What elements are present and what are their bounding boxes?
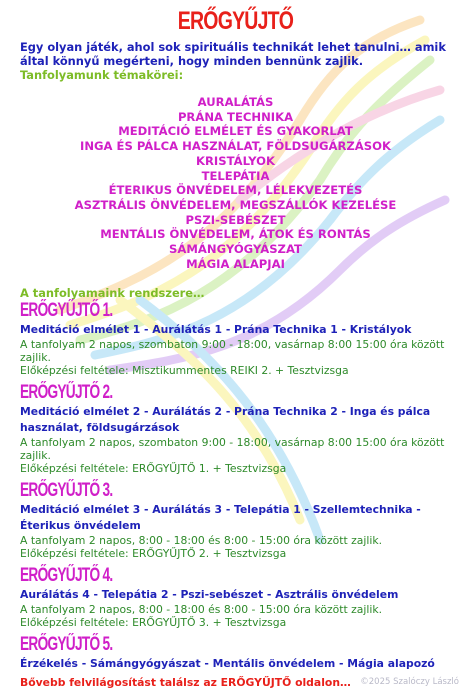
level-title: ERŐGYŰJTŐ 5. — [20, 634, 113, 656]
topic-item: PSZI-SEBÉSZET — [185, 212, 286, 227]
topic-item: ASZTRÁLIS ÖNVÉDELEM, MEGSZÁLLÓK KEZELÉSE — [74, 197, 397, 212]
level-courses: Meditáció elmélet 3 - Aurálátás 3 - Telepátia 1 - Szellemtechnika - Éterikus önvédelem — [20, 503, 421, 533]
level-schedule: A tanfolyam 2 napos, 8:00 - 18:00 és 8:00 - 15:00 óra között zajlik. — [20, 603, 383, 617]
topic-item: INGA ÉS PÁLCA HASZNÁLAT, FÖLDSUGÁRZÁSOK — [80, 139, 391, 154]
level-courses: Meditáció elmélet 1 - Aurálátás 1 - Prána Technika 1 - Kristályok — [20, 323, 412, 337]
intro-text: Egy olyan játék, ahol sok spirituális technikát lehet tanulni… amik által könnyű megérteni, hogy minden bennünk zajlik. — [20, 40, 446, 68]
level-schedule: A tanfolyam 2 napos, szombaton 9:00 - 18:00, vasárnap 8:00 15:00 óra között zajlik. — [20, 436, 445, 463]
level-schedule: A tanfolyam 2 napos, szombaton 9:00 - 18:00, vasárnap 8:00 15:00 óra között zajlik. — [20, 338, 445, 365]
system-heading: A tanfolyamaink rendszere… — [20, 286, 205, 301]
level-prerequisite: Előképzési feltétele: ERŐGYŰJTŐ 3. + Tesztvizsga — [20, 616, 287, 630]
topic-item: ÉTERIKUS ÖNVÉDELEM, LÉLEKVEZETÉS — [108, 183, 363, 198]
topics-heading: Tanfolyamunk témakörei: — [20, 68, 184, 82]
level-courses: Meditáció elmélet 2 - Aurálátás 2 - Prána Technika 2 - Inga és pálca használat, földsugárzások — [20, 405, 431, 435]
topic-item: AURALÁTÁS — [197, 95, 274, 109]
topic-item: MÁGIA ALAPJAI — [186, 256, 285, 271]
topic-item: MEDITÁCIÓ ELMÉLET ÉS GYAKORLAT — [118, 124, 353, 139]
level-courses: Aurálátás 4 - Telepátia 2 - Pszi-sebészet - Asztrális önvédelem — [20, 588, 399, 602]
page-title: ERŐGYŰJTŐ — [177, 7, 294, 35]
level-title: ERŐGYŰJTŐ 2. — [20, 382, 113, 404]
level-prerequisite: Előképzési feltétele: Misztikummentes REIKI 2. + Tesztvizsga — [20, 364, 349, 378]
level-block-3 — [20, 480, 451, 561]
level-title: ERŐGYŰJTŐ 1. — [20, 300, 113, 322]
level-title: ERŐGYŰJTŐ 4. — [20, 565, 113, 587]
level-block-1 — [20, 300, 451, 378]
level-courses: Érzékelés - Sámángyógyászat - Mentális önvédelem - Mágia alapozó — [20, 657, 435, 671]
level-prerequisite: Előképzési feltétele: ERŐGYŰJTŐ 1. + Tesztvizsga — [20, 462, 287, 476]
topic-item: SÁMÁNGYÓGYÁSZAT — [169, 242, 302, 257]
level-title: ERŐGYŰJTŐ 3. — [20, 480, 113, 502]
level-block-2 — [20, 382, 451, 476]
level-prerequisite: Előképzési feltétele: ERŐGYŰJTŐ 2. + Tesztvizsga — [20, 547, 287, 561]
topics-list — [20, 95, 451, 271]
topic-item: MENTÁLIS ÖNVÉDELEM, ÁTOK ÉS RONTÁS — [100, 227, 371, 242]
level-block-4 — [20, 565, 451, 630]
topic-item: TELEPÁTIA — [201, 168, 270, 183]
topic-item: PRÁNA TECHNIKA — [177, 109, 294, 124]
level-schedule: A tanfolyam 2 napos, 8:00 - 18:00 és 8:00 - 15:00 óra között zajlik. — [20, 534, 383, 548]
more-info-link[interactable]: Bővebb felvilágosítást találsz az ERŐGYŰJTŐ oldalon… — [20, 676, 351, 690]
copyright-text: ©2025 Szalóczy László — [360, 677, 459, 687]
topic-item: KRISTÁLYOK — [196, 153, 275, 168]
level-block-5 — [20, 634, 451, 672]
